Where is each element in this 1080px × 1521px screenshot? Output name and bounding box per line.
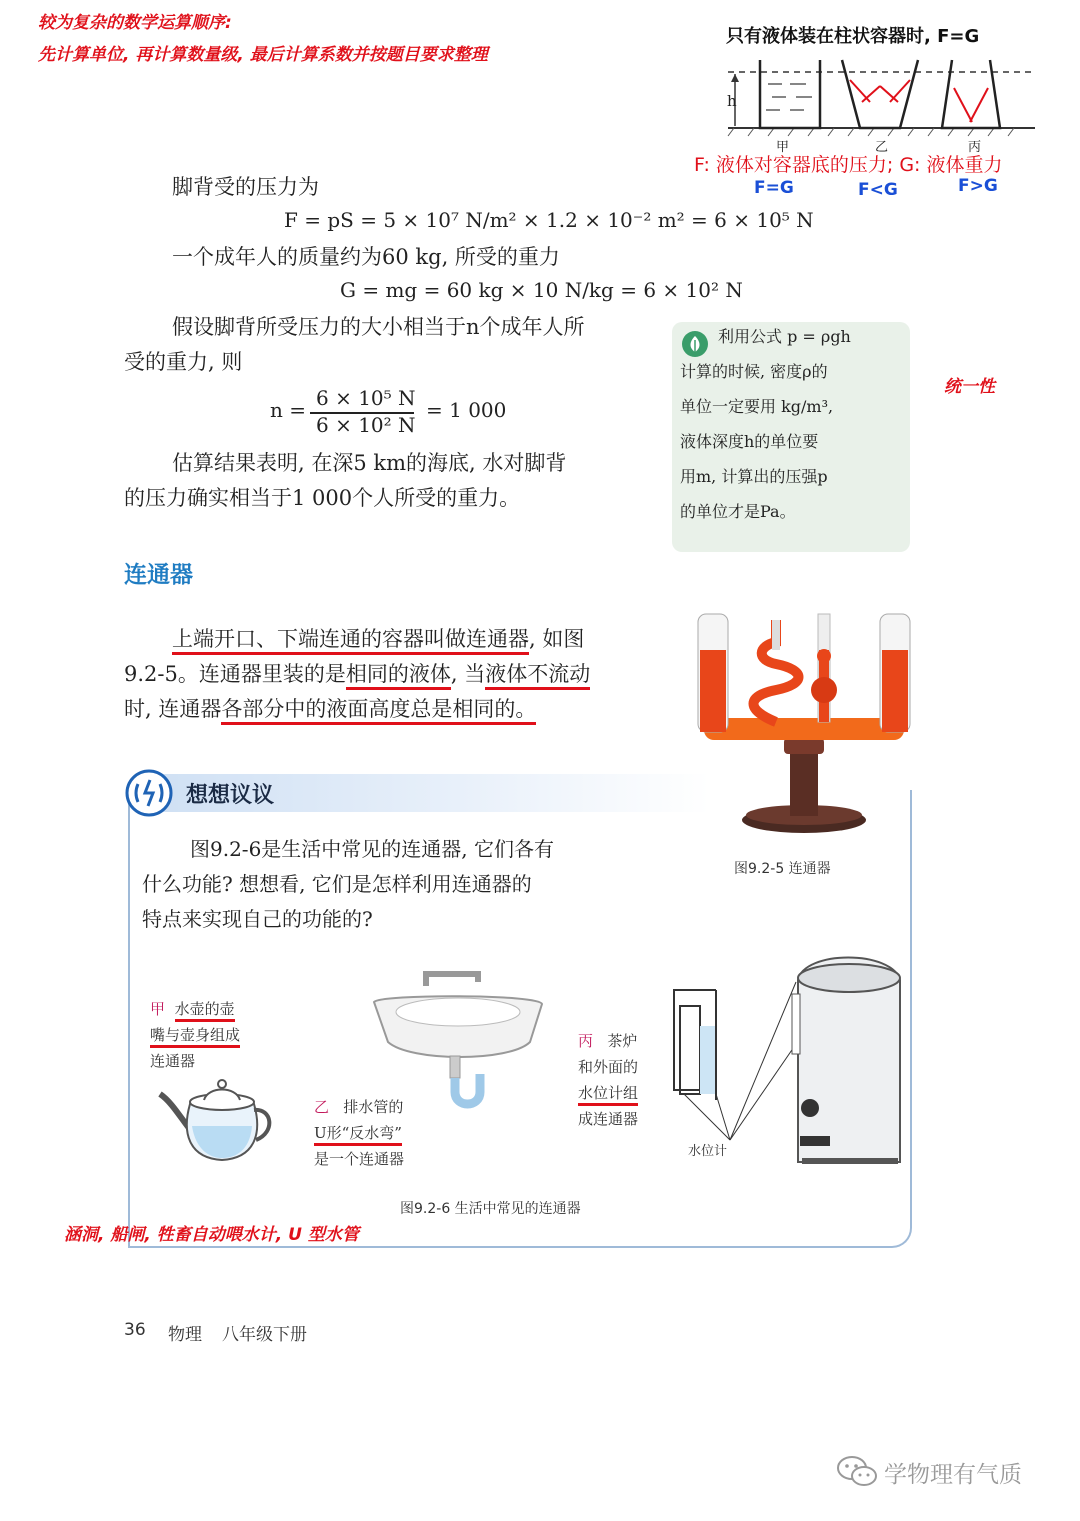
side-line-3: 单位一定要用 kg/m³, bbox=[680, 397, 834, 416]
kettle-label-line1: 甲 水壶的壶 bbox=[150, 996, 235, 1022]
relation-greater: F>G bbox=[958, 176, 998, 196]
fig-9-2-5-caption: 图9.2-5 连通器 bbox=[734, 861, 831, 877]
boiler-label-line2: 和外面的 bbox=[578, 1058, 639, 1076]
side-line-2: 计算的时候, 密度ρ的 bbox=[680, 362, 828, 381]
formula-weight: G = mg = 60 kg × 10 N/kg = 6 × 10² N bbox=[340, 278, 743, 302]
n-denominator: 6 × 10² N bbox=[316, 413, 416, 437]
wechat-icon bbox=[836, 1454, 880, 1490]
top-note-line1: 较为复杂的数学运算顺序: bbox=[38, 13, 232, 33]
side-line-5: 用m, 计算出的压强p bbox=[680, 467, 828, 486]
side-line-6: 的单位才是Pa。 bbox=[680, 502, 796, 521]
container-diagram-title: 只有液体装在柱状容器时, F=G bbox=[726, 26, 980, 47]
footer-subject: 物理 bbox=[168, 1325, 202, 1345]
bottom-handnote: 涵洞, 船闸, 牲畜自动喂水计, U 型水管 bbox=[64, 1225, 359, 1245]
boiler-label-line1: 丙 茶炉 bbox=[578, 1032, 638, 1050]
result-line2: 的压力确实相当于1 000个人所受的重力。 bbox=[124, 486, 521, 510]
n-rhs: = 1 000 bbox=[426, 398, 507, 422]
side-line-4: 液体深度h的单位要 bbox=[680, 432, 819, 451]
n-lhs: n = bbox=[270, 398, 306, 422]
page-number: 36 bbox=[124, 1320, 146, 1340]
assume-line1: 假设脚背所受压力的大小相当于n个成年人所 bbox=[172, 315, 585, 339]
relation-less: F<G bbox=[858, 180, 898, 200]
side-line-1: 利用公式 p = ρgh bbox=[718, 327, 851, 346]
think-question-3: 特点来实现自己的功能的? bbox=[142, 907, 373, 931]
handwritten-definition: F: 液体对容器底的压力; G: 液体重力 bbox=[694, 154, 1003, 176]
section-para-line2: 9.2-5。连通器里装的是相同的液体, 当液体不流动 bbox=[124, 657, 590, 692]
label-jia: 甲 bbox=[776, 140, 790, 155]
calc-intro: 脚背受的压力为 bbox=[172, 175, 319, 199]
label-yi: 乙 bbox=[875, 140, 889, 155]
kettle-label-line3: 连通器 bbox=[150, 1052, 196, 1070]
drain-label-line1: 乙 排水管的 bbox=[314, 1098, 404, 1116]
think-icon bbox=[124, 768, 174, 818]
label-bing: 丙 bbox=[968, 140, 982, 155]
section-para-line3: 时, 连通器各部分中的液面高度总是相同的。 bbox=[124, 692, 536, 727]
gauge-label: 水位计 bbox=[688, 1144, 728, 1159]
watermark-text: 学物理有气质 bbox=[884, 1462, 1022, 1488]
kettle-label-line2: 嘴与壶身组成 bbox=[150, 1022, 240, 1048]
drain-label-line2: U形“反水弯” bbox=[314, 1120, 402, 1146]
boiler-label-line4: 成连通器 bbox=[578, 1110, 639, 1128]
think-question-2: 什么功能? 想想看, 它们是怎样利用连通器的 bbox=[142, 872, 532, 896]
leaf-icon bbox=[681, 330, 709, 358]
mass-text: 一个成年人的质量约为60 kg, 所受的重力 bbox=[172, 245, 560, 269]
result-line1: 估算结果表明, 在深5 km的海底, 水对脚背 bbox=[172, 451, 567, 475]
fig-9-2-6-caption: 图9.2-6 生活中常见的连通器 bbox=[400, 1201, 581, 1217]
teapot-figure bbox=[152, 1072, 282, 1164]
relation-equal: F=G bbox=[754, 178, 794, 198]
assume-line2: 受的重力, 则 bbox=[124, 350, 243, 374]
section-para-line1: 上端开口、下端连通的容器叫做连通器, 如图 bbox=[172, 622, 584, 657]
h-label: h bbox=[727, 92, 737, 110]
boiler-label-line3: 水位计组 bbox=[578, 1080, 638, 1106]
drain-label-line3: 是一个连通器 bbox=[314, 1150, 405, 1168]
footer-book: 八年级下册 bbox=[222, 1325, 307, 1345]
formula-pressure: F = pS = 5 × 10⁷ N/m² × 1.2 × 10⁻² m² = 6 × 10⁵ N bbox=[284, 208, 814, 232]
think-question-1: 图9.2-6是生活中常见的连通器, 它们各有 bbox=[190, 837, 555, 861]
side-handnote: 统一性 bbox=[944, 377, 995, 397]
sink-figure bbox=[370, 964, 546, 1114]
top-note-line2: 先计算单位, 再计算数量级, 最后计算系数并按题目要求整理 bbox=[38, 45, 488, 65]
section-title: 连通器 bbox=[124, 562, 193, 588]
think-title: 想想议议 bbox=[186, 783, 275, 808]
n-numerator: 6 × 10⁵ N bbox=[316, 386, 416, 410]
